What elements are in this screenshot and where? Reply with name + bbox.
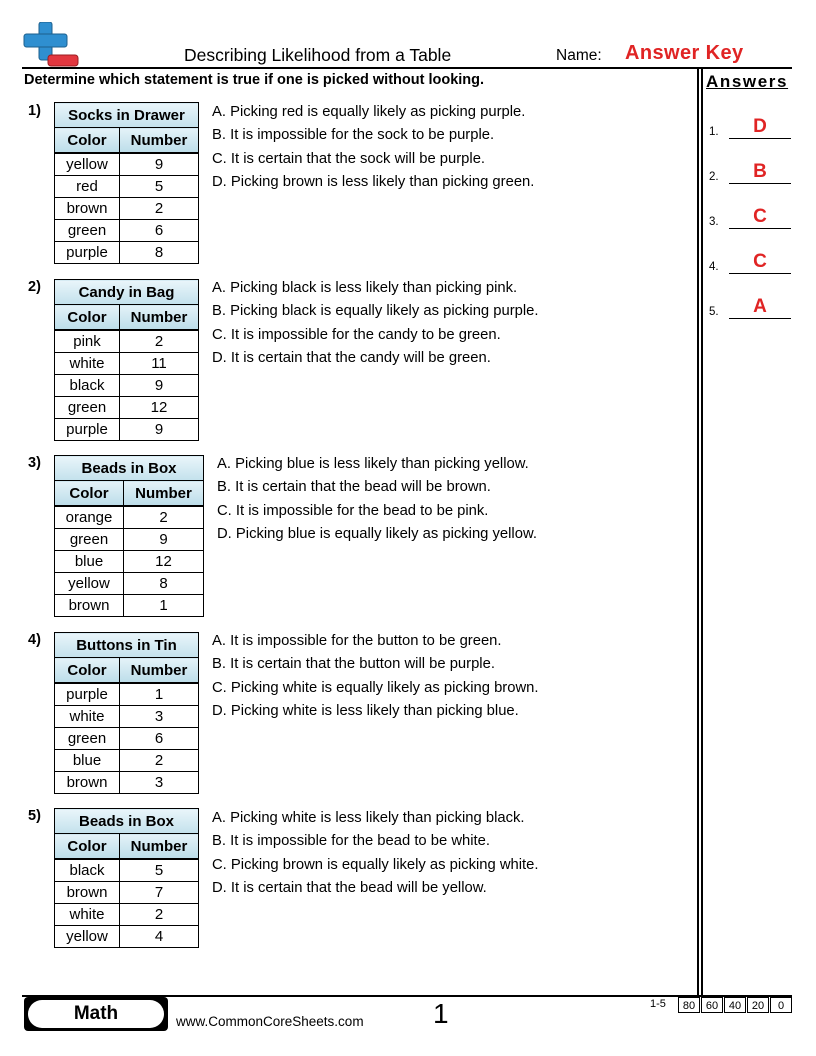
column-header-number: Number (120, 834, 199, 860)
cell-number: 8 (124, 573, 204, 595)
cell-color: purple (55, 419, 120, 441)
choice-a: A. Picking black is less likely than picking pink. (212, 280, 518, 296)
table-title: Socks in Drawer (55, 103, 199, 128)
table-row (55, 353, 199, 375)
choice-c: C. Picking brown is equally likely as picking white. (212, 856, 539, 873)
cell-number: 12 (124, 551, 204, 573)
answer-value: D (753, 116, 767, 137)
table-row (55, 750, 199, 772)
cell-number: 1 (120, 683, 199, 706)
table-row (55, 529, 204, 551)
answer-value: C (753, 206, 767, 227)
cell-number: 6 (120, 220, 199, 242)
cell-color: red (55, 176, 120, 198)
worksheet-title: Describing Likelihood from a Table (184, 45, 452, 65)
choice-b: B. Picking black is equally likely as picking purple. (212, 303, 539, 320)
cell-number: 2 (120, 330, 199, 353)
column-header-color: Color (55, 128, 120, 154)
data-table (54, 279, 199, 441)
column-header-number: Number (120, 128, 199, 154)
column-header-color: Color (55, 481, 124, 507)
cell-color: blue (55, 750, 120, 772)
question-number: 1) (28, 103, 41, 119)
choice-b: B. It is impossible for the sock to be purple. (212, 127, 495, 144)
table-row (55, 706, 199, 728)
choice-b: B. It is impossible for the bead to be white. (212, 833, 490, 850)
table-title: Buttons in Tin (55, 633, 199, 658)
answer-number: 1. (709, 126, 719, 138)
table-row (55, 506, 204, 529)
subject-label: Math (28, 1000, 164, 1028)
answers-title: Answers (706, 72, 789, 91)
cell-color: yellow (55, 573, 124, 595)
cell-color: yellow (55, 926, 120, 948)
table-row (55, 904, 199, 926)
column-header-number: Number (120, 305, 199, 331)
cell-number: 9 (124, 529, 204, 551)
choice-a: A. Picking red is equally likely as picking purple. (212, 104, 526, 120)
cell-color: pink (55, 330, 120, 353)
answer-key-label: Answer Key (625, 42, 744, 64)
answer-slot-4[interactable] (709, 238, 793, 274)
score-box: 0 (770, 997, 792, 1013)
cell-color: black (55, 859, 120, 882)
cell-color: purple (55, 683, 120, 706)
choice-b: B. It is certain that the bead will be brown. (217, 479, 491, 496)
cell-number: 1 (124, 595, 204, 617)
table-title: Beads in Box (55, 809, 199, 834)
score-box: 20 (747, 997, 769, 1013)
answer-slot-1[interactable] (709, 103, 793, 139)
cell-number: 9 (120, 419, 199, 441)
plus-minus-logo-icon (22, 22, 80, 68)
cell-color: brown (55, 198, 120, 220)
table-row (55, 595, 204, 617)
cell-number: 2 (124, 506, 204, 529)
table-row (55, 419, 199, 441)
score-range-label: 1-5 (650, 998, 666, 1010)
answer-choices (212, 630, 539, 723)
cell-color: black (55, 375, 120, 397)
choice-c: C. It is impossible for the bead to be pink. (217, 502, 489, 519)
cell-number: 8 (120, 242, 199, 264)
choice-a: A. Picking blue is less likely than picking yellow. (217, 456, 529, 472)
choice-d: D. It is certain that the candy will be green. (212, 349, 491, 366)
score-box: 60 (701, 997, 723, 1013)
column-header-color: Color (55, 658, 120, 684)
name-label: Name: (556, 47, 602, 64)
table-row (55, 153, 199, 176)
data-table (54, 455, 204, 617)
table-row (55, 375, 199, 397)
answer-number: 5. (709, 306, 719, 318)
table-row (55, 551, 204, 573)
cell-number: 11 (120, 353, 199, 375)
page-number: 1 (433, 998, 449, 1029)
cell-number: 9 (120, 153, 199, 176)
answer-value: C (753, 251, 767, 272)
cell-color: white (55, 904, 120, 926)
score-box: 80 (678, 997, 700, 1013)
answer-slot-3[interactable] (709, 193, 793, 229)
choice-c: C. It is impossible for the candy to be green. (212, 326, 501, 343)
column-header-number: Number (124, 481, 204, 507)
answer-number: 2. (709, 171, 719, 183)
table-row (55, 397, 199, 419)
cell-color: purple (55, 242, 120, 264)
answer-choices (212, 807, 539, 900)
cell-color: white (55, 353, 120, 375)
answer-line (729, 138, 791, 139)
cell-color: white (55, 706, 120, 728)
choice-d: D. Picking brown is less likely than picking green. (212, 173, 535, 190)
cell-number: 9 (120, 375, 199, 397)
table-row (55, 772, 199, 794)
cell-color: brown (55, 595, 124, 617)
table-row (55, 242, 199, 264)
table-row (55, 926, 199, 948)
answer-line (729, 318, 791, 319)
question-number: 3) (28, 455, 41, 471)
column-divider (697, 67, 699, 997)
cell-color: brown (55, 882, 120, 904)
cell-number: 5 (120, 859, 199, 882)
choice-a: A. Picking white is less likely than picking black. (212, 810, 525, 826)
column-header-number: Number (120, 658, 199, 684)
table-row (55, 220, 199, 242)
instructions: Determine which statement is true if one is picked without looking. (24, 72, 485, 88)
answer-number: 4. (709, 261, 719, 273)
table-row (55, 728, 199, 750)
cell-color: green (55, 220, 120, 242)
column-divider (701, 67, 703, 997)
table-title: Beads in Box (55, 456, 204, 481)
choice-b: B. It is certain that the button will be purple. (212, 656, 495, 673)
subject-badge (24, 997, 168, 1031)
choice-d: D. Picking white is less likely than picking blue. (212, 702, 519, 719)
table-row (55, 882, 199, 904)
question-number: 5) (28, 808, 41, 824)
answer-value: A (753, 296, 767, 317)
answer-choices (212, 277, 539, 370)
cell-color: green (55, 728, 120, 750)
data-table (54, 632, 199, 794)
cell-number: 2 (120, 904, 199, 926)
table-row (55, 573, 204, 595)
answer-slot-5[interactable] (709, 283, 793, 319)
answer-line (729, 273, 791, 274)
header-divider (22, 67, 792, 69)
choice-c: C. Picking white is equally likely as picking brown. (212, 679, 539, 696)
cell-number: 12 (120, 397, 199, 419)
column-header-color: Color (55, 834, 120, 860)
cell-number: 2 (120, 198, 199, 220)
cell-color: blue (55, 551, 124, 573)
cell-number: 4 (120, 926, 199, 948)
cell-color: orange (55, 506, 124, 529)
choice-d: D. It is certain that the bead will be yellow. (212, 879, 487, 896)
table-row (55, 683, 199, 706)
cell-color: brown (55, 772, 120, 794)
answer-slot-2[interactable] (709, 148, 793, 184)
table-row (55, 198, 199, 220)
score-box: 40 (724, 997, 746, 1013)
answer-line (729, 183, 791, 184)
cell-number: 7 (120, 882, 199, 904)
cell-number: 2 (120, 750, 199, 772)
answer-number: 3. (709, 216, 719, 228)
cell-number: 6 (120, 728, 199, 750)
question-number: 4) (28, 632, 41, 648)
choice-a: A. It is impossible for the button to be green. (212, 633, 502, 649)
choice-d: D. Picking blue is equally likely as picking yellow. (217, 525, 537, 542)
answer-choices (212, 101, 534, 194)
table-row (55, 176, 199, 198)
cell-color: yellow (55, 153, 120, 176)
table-row (55, 330, 199, 353)
column-header-color: Color (55, 305, 120, 331)
table-row (55, 859, 199, 882)
answer-line (729, 228, 791, 229)
data-table (54, 808, 199, 948)
choice-c: C. It is certain that the sock will be purple. (212, 150, 486, 167)
answer-value: B (753, 161, 767, 182)
data-table (54, 102, 199, 264)
cell-number: 3 (120, 772, 199, 794)
cell-number: 3 (120, 706, 199, 728)
cell-color: green (55, 529, 124, 551)
cell-number: 5 (120, 176, 199, 198)
cell-color: green (55, 397, 120, 419)
table-title: Candy in Bag (55, 280, 199, 305)
question-number: 2) (28, 279, 41, 295)
answer-choices (217, 453, 537, 546)
website-link[interactable]: www.CommonCoreSheets.com (176, 1014, 364, 1029)
